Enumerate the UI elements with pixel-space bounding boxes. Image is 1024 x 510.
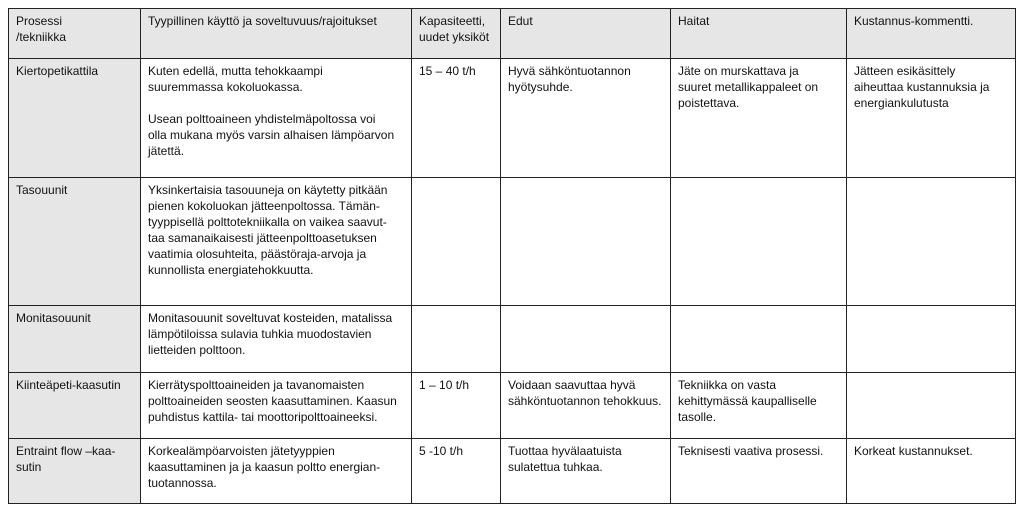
disadvantages-cell: Teknisesti vaativa prosessi. bbox=[671, 439, 847, 504]
usage-cell: Kierrätyspolttoaineiden ja tavanomaisten polttoaineiden seosten kaasuttaminen. Kaasun puhdistus kattila- tai moottoripolttoaineeksi. bbox=[141, 373, 412, 439]
table-row bbox=[9, 178, 1016, 306]
capacity-cell bbox=[412, 306, 501, 373]
disadvantages-cell bbox=[671, 306, 847, 373]
table-row bbox=[9, 306, 1016, 373]
process-comparison-table bbox=[8, 8, 1016, 504]
usage-cell bbox=[141, 59, 412, 178]
header-usage: Tyypillinen käyttö ja soveltuvuus/rajoitukset bbox=[141, 9, 412, 59]
usage-cell: Korkealämpöarvoisten jätetyyppien kaasuttaminen ja ja kaasun poltto energian- tuotannossa. bbox=[141, 439, 412, 504]
paragraph-spacer bbox=[148, 95, 405, 111]
process-cell: Monitasouunit bbox=[9, 306, 141, 373]
disadvantages-cell: Tekniikka on vasta kehittymässä kaupalliselle tasolle. bbox=[671, 373, 847, 439]
disadvantages-cell bbox=[671, 178, 847, 306]
header-process: Prosessi /tekniikka bbox=[9, 9, 141, 59]
table-header-row bbox=[9, 9, 1016, 59]
advantages-cell: Voidaan saavuttaa hyvä sähköntuotannon tehokkuus. bbox=[501, 373, 671, 439]
advantages-cell: Tuottaa hyvälaatuista sulatettua tuhkaa. bbox=[501, 439, 671, 504]
usage-cell: Yksinkertaisia tasouuneja on käytetty pitkään pienen kokoluokan jätteenpoltossa. Tämän- tyyppisellä polttotekniikalla on vaikea saavut- taa samanaikaisesti jätteenpolttoasetuksen vaatimia olosuhteita, päästöraja-arvoja ja kunnollista energiatehokkuutta. bbox=[141, 178, 412, 306]
advantages-cell bbox=[501, 178, 671, 306]
process-cell: Kiertopetikattila bbox=[9, 59, 141, 178]
header-cost: Kustannus-kommentti. bbox=[847, 9, 1016, 59]
advantages-cell: Hyvä sähköntuotannon hyötysuhde. bbox=[501, 59, 671, 178]
usage-paragraph: Usean polttoaineen yhdistelmäpoltossa voi olla mukana myös varsin alhaisen lämpöarvon jätettä. bbox=[148, 112, 395, 158]
process-cell: Tasouunit bbox=[9, 178, 141, 306]
cost-cell bbox=[847, 306, 1016, 373]
table-row bbox=[9, 59, 1016, 178]
table-row bbox=[9, 373, 1016, 439]
process-cell: Kiinteäpeti-kaasutin bbox=[9, 373, 141, 439]
header-capacity: Kapasiteetti, uudet yksiköt bbox=[412, 9, 501, 59]
cost-cell bbox=[847, 373, 1016, 439]
cost-cell bbox=[847, 178, 1016, 306]
disadvantages-cell: Jäte on murskattava ja suuret metallikappaleet on poistettava. bbox=[671, 59, 847, 178]
header-advantages: Edut bbox=[501, 9, 671, 59]
cost-cell: Jätteen esikäsittely aiheuttaa kustannuksia ja energiankulutusta bbox=[847, 59, 1016, 178]
header-disadvantages: Haitat bbox=[671, 9, 847, 59]
advantages-cell bbox=[501, 306, 671, 373]
usage-cell: Monitasouunit soveltuvat kosteiden, matalissa lämpötiloissa sulavia tuhkia muodostavien lietteiden polttoon. bbox=[141, 306, 412, 373]
cost-cell: Korkeat kustannukset. bbox=[847, 439, 1016, 504]
process-cell: Entraint flow –kaa- sutin bbox=[9, 439, 141, 504]
capacity-cell: 15 – 40 t/h bbox=[412, 59, 501, 178]
table-row bbox=[9, 439, 1016, 504]
capacity-cell bbox=[412, 178, 501, 306]
capacity-cell: 1 – 10 t/h bbox=[412, 373, 501, 439]
capacity-cell: 5 -10 t/h bbox=[412, 439, 501, 504]
usage-paragraph: Kuten edellä, mutta tehokkaampi suuremmassa kokoluokassa. bbox=[148, 64, 323, 94]
